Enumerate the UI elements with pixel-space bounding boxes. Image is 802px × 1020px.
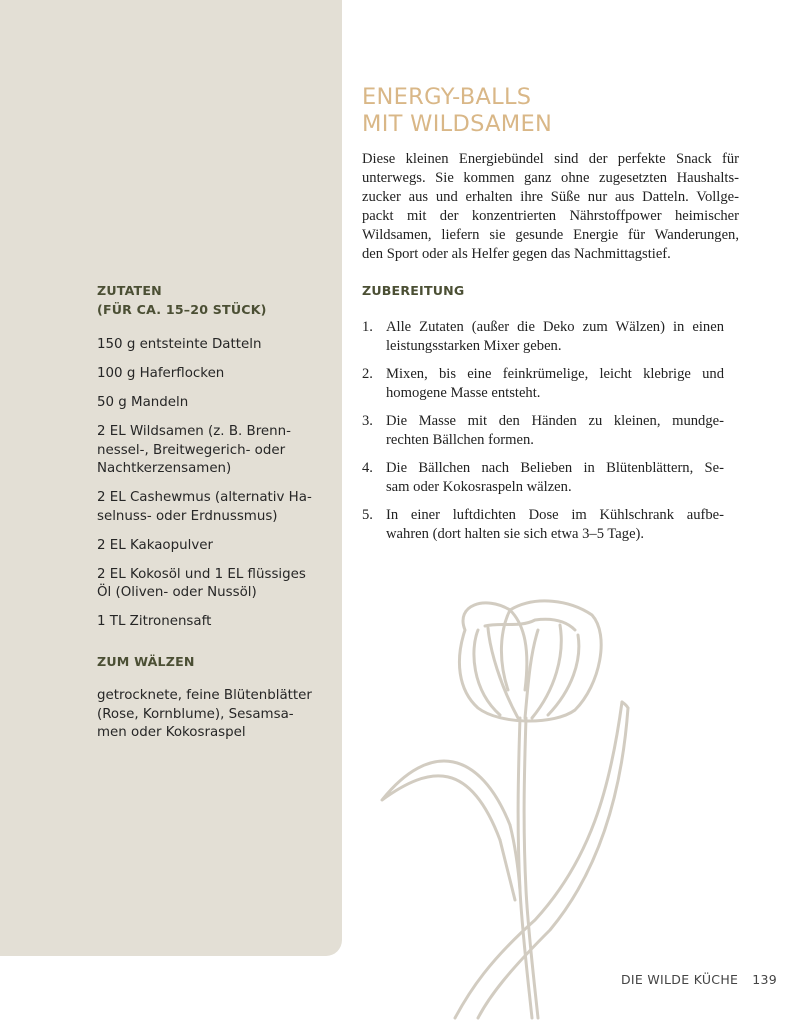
ingredient-item (97, 537, 329, 556)
step-line: Alle Zutaten (außer die Deko zum Wälzen) in einen (386, 318, 724, 335)
page-footer (621, 972, 777, 987)
method-steps (362, 318, 724, 544)
step-text (386, 506, 724, 544)
step-number: 3. (362, 412, 373, 429)
ingredients-heading (97, 282, 329, 319)
method-heading: ZUBEREITUNG (362, 283, 465, 298)
ingredient-line: 2 EL Cashewmus (alternativ Ha- (97, 490, 312, 505)
coating-line: getrocknete, feine Blütenblätter (97, 688, 312, 703)
step-text (386, 318, 724, 356)
ingredient-line: Nachtkerzensamen) (97, 461, 232, 476)
step-line: In einer luftdichten Dose im Kühlschrank aufbe- (386, 506, 724, 523)
method-step (362, 365, 724, 403)
ingredient-line: 2 EL Kokosöl und 1 EL flüssiges (97, 566, 306, 582)
coating-text (97, 687, 329, 743)
coating-line: (Rose, Kornblume), Sesamsa- (97, 706, 294, 722)
ingredients-heading-line-1: ZUTATEN (97, 283, 162, 298)
step-number: 2. (362, 365, 373, 382)
method-step (362, 459, 724, 497)
tulip-drawing (382, 601, 628, 1018)
step-line: homogene Masse entsteht. (386, 384, 541, 401)
step-text (386, 459, 724, 497)
method-step (362, 506, 724, 544)
intro-line: unterwegs. Sie kommen ganz ohne zugesetzten Haushalts- (362, 170, 739, 186)
step-line: Die Masse mit den Händen zu kleinen, mundge- (386, 412, 724, 429)
recipe-title-line-2: MIT WILDSAMEN (362, 111, 553, 137)
tulip-icon (360, 590, 650, 1020)
step-line: wahren (dort halten sie sich etwa 3–5 Tage). (386, 525, 645, 542)
ingredient-item (97, 336, 329, 355)
method-step (362, 412, 724, 450)
ingredient-line: 2 EL Wildsamen (z. B. Brenn- (97, 424, 291, 439)
ingredient-item (97, 489, 329, 526)
ingredient-item (97, 365, 329, 384)
recipe-title (362, 84, 552, 138)
method-step (362, 318, 724, 356)
intro-line: Wildsamen, liefern sie gesunde Energie für Wanderungen, (362, 227, 739, 243)
ingredients-section (97, 282, 329, 743)
ingredient-line: Öl (Oliven- oder Nussöl) (97, 585, 257, 600)
ingredient-line: 150 g entsteinte Datteln (97, 337, 262, 352)
intro-line: den Sport oder als Helfer gegen das Nachmittagstief. (362, 246, 671, 262)
recipe-intro (362, 150, 739, 264)
book-title: DIE WILDE KÜCHE (621, 972, 739, 987)
ingredient-line: selnuss- oder Erdnussmus) (97, 508, 278, 524)
ingredient-item (97, 423, 329, 479)
intro-line: Diese kleinen Energiebündel sind der perfekte Snack für (362, 151, 739, 167)
ingredient-item (97, 566, 329, 603)
page-number: 139 (752, 972, 777, 987)
ingredient-line: nessel-, Breitwegerich- oder (97, 442, 286, 458)
ingredient-item (97, 613, 329, 632)
ingredients-list (97, 336, 329, 632)
recipe-title-line-1: ENERGY-BALLS (362, 84, 532, 110)
step-number: 1. (362, 318, 373, 335)
step-line: Mixen, bis eine feinkrümelige, leicht klebrige und (386, 365, 724, 382)
method-section (362, 282, 724, 553)
intro-line: zucker aus und erhalten ihre Süße nur aus Datteln. Vollge- (362, 189, 739, 205)
ingredient-line: 100 g Haferflocken (97, 366, 225, 381)
step-line: Die Bällchen nach Belieben in Blütenblättern, Se- (386, 459, 724, 476)
step-text (386, 365, 724, 403)
step-line: leistungsstarken Mixer geben. (386, 337, 562, 354)
step-number: 5. (362, 506, 373, 523)
step-line: rechten Bällchen formen. (386, 431, 534, 448)
intro-line: packt mit der konzentrierten Nährstoffpower heimischer (362, 208, 739, 224)
step-number: 4. (362, 459, 373, 476)
ingredient-line: 1 TL Zitronensaft (97, 614, 212, 629)
ingredient-line: 2 EL Kakaopulver (97, 537, 213, 553)
step-text (386, 412, 724, 450)
coating-line: men oder Kokosraspel (97, 725, 246, 740)
ingredient-item (97, 394, 329, 413)
step-line: sam oder Kokosraspeln wälzen. (386, 478, 572, 495)
ingredient-line: 50 g Mandeln (97, 395, 189, 410)
ingredients-heading-line-2: (FÜR CA. 15–20 STÜCK) (97, 301, 267, 317)
coating-heading: ZUM WÄLZEN (97, 653, 195, 669)
